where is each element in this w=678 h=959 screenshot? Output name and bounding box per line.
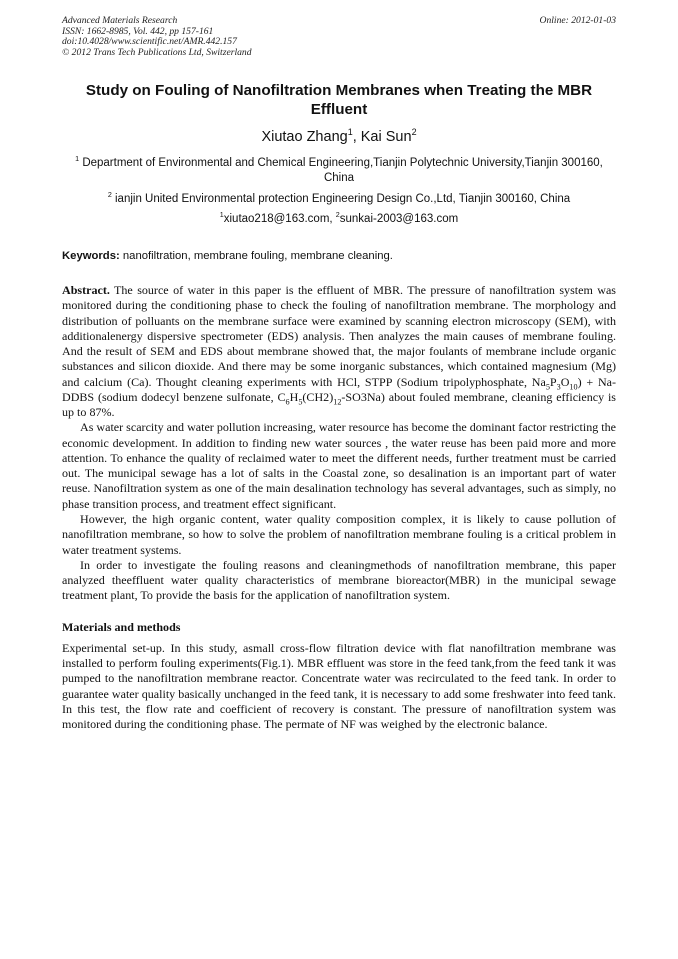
affiliation-1	[62, 156, 616, 186]
email-1-sup: 1	[219, 211, 224, 220]
formula-sub: 3	[556, 382, 561, 391]
intro-paragraph-3: In order to investigate the fouling reasons and cleaningmethods of nanofiltration membrane, this paper analyzed theeffluent water quality characteristics of membrane bioreactor(MBR) in the municipal sewage treatment plant, To provide the basis for the application of nanofiltration system.	[62, 557, 616, 603]
author-2-sup: 2	[411, 127, 417, 138]
email-1: xiutao218@163.com,	[223, 213, 336, 225]
abstract-label: Abstract.	[62, 283, 110, 297]
intro-paragraph-1: As water scarcity and water pollution increasing, water resource has become the dominant factor restricting the economic development. In addition to finding new water sources , the water reuse has been paid more and more attention. To enhance the quality of reclaimed water to meet the different needs, further treatment must be carried out. The municipal sewage has a lot of salts in the Coastal zone, so desalination is an important part of water reuse. Nanofiltration system as one of the main desalination technology has several advantages, such as simply, no phase transition process, and treatment effect significant.	[62, 420, 616, 511]
journal-header	[62, 16, 252, 58]
abstract	[62, 283, 616, 420]
author-1-name: Xiutao Zhang	[261, 129, 348, 145]
formula-sub: 5	[545, 382, 550, 391]
formula-part: O	[560, 374, 570, 389]
paper-title: Study on Fouling of Nanofiltration Membranes when Treating the MBR Effluent	[85, 82, 593, 118]
affiliation-2-sup: 2	[107, 191, 112, 200]
abstract-text-a: The source of water in this paper is the effluent of MBR. The pressure of nanofiltration system was monitored during the conditioning phase to check the fouling of nanofiltration membrane. The morphology and distribution of polluants on the membrane surface were examined by scanning electron microscopy (SEM), with additionalenergy dispersive spectrometer (EDS) analysis. Then analyzes the main causes of membrane fouling. And the result of SEM and EDS about membrane showed that, the major foulants of membrane include organic substances and silicon dioxide. And there may be some inorganic substances, which contained magnesium (Mg) and calcium (Ca). Thought cleaning experiments with HCl, STPP (Sodium tripolyphosphate, Na	[62, 283, 616, 389]
formula-part: (CH2)	[302, 389, 334, 404]
keywords-label: Keywords:	[62, 250, 120, 262]
formula-sub: 6	[285, 397, 290, 407]
author-separator: ,	[352, 129, 361, 145]
affiliation-1-text: Department of Environmental and Chemical Engineering,Tianjin Polytechnic University,Tianjin 300160, China	[82, 157, 603, 184]
formula-sub: 12	[333, 397, 342, 407]
affiliation-1-sup: 1	[75, 155, 80, 164]
section-paragraph: Experimental set-up. In this study, asmall cross-flow filtration device with flat nanofiltration membrane was installed to perform fouling experiments(Fig.1). MBR effluent was store in the feed tank,from the feed tank it was pumped to the nanofiltration membrane reactor. Concentrate water was recirculated to the feed tank. In order to guarantee water quality basically unchanged in the feed tank, it is necessary to add some freshwater into feed tank. In this test, the flow rate and coefficient of recovery is constant. The pressure of nanofiltration system was monitored during the conditioning phase. The permate of NF was weighed by the electronic balance.	[62, 640, 616, 732]
section-heading: Materials and methods	[62, 619, 181, 634]
affiliation-2-text: ianjin United Environmental protection Engineering Design Co.,Ltd, Tianjin 300160, China	[115, 193, 571, 205]
journal-copyright: © 2012 Trans Tech Publications Ltd, Switzerland	[62, 46, 252, 58]
author-list	[62, 128, 616, 146]
formula-sub: 10	[569, 382, 578, 391]
author-emails	[62, 212, 616, 227]
email-2: sunkai-2003@163.com	[339, 213, 459, 225]
keywords	[62, 249, 616, 263]
journal-doi: doi:10.4028/www.scientific.net/AMR.442.157	[62, 36, 237, 48]
affiliation-2	[62, 192, 616, 207]
journal-issn: ISSN: 1662-8985, Vol. 442, pp 157-161	[62, 25, 214, 37]
formula-part: P	[549, 374, 557, 389]
intro-paragraph-2: However, the high organic content, water quality composition complex, it is likely to cause pollution of nanofiltration membrane, so how to solve the problem of nanofiltration membrane fouling is a critical problem in water treatment systems.	[62, 511, 616, 557]
author-1-sup: 1	[347, 127, 353, 138]
online-date: Online: 2012-01-03	[539, 15, 616, 26]
formula-sub: 5	[298, 397, 303, 407]
formula-part: ) + Na-DDBS (sodium dodecyl benzene sulfonate, C	[62, 374, 617, 404]
keywords-text: nanofiltration, membrane fouling, membrane cleaning.	[119, 250, 393, 262]
email-2-sup: 2	[335, 211, 340, 220]
author-2-name: Kai Sun	[360, 129, 412, 145]
abstract-text-b: -SO3Na) about fouled membrane, cleaning efficiency is up to 87%.	[62, 389, 616, 420]
paper-body	[62, 283, 616, 732]
journal-name: Advanced Materials Research	[62, 15, 178, 26]
formula-part: H	[289, 389, 299, 404]
